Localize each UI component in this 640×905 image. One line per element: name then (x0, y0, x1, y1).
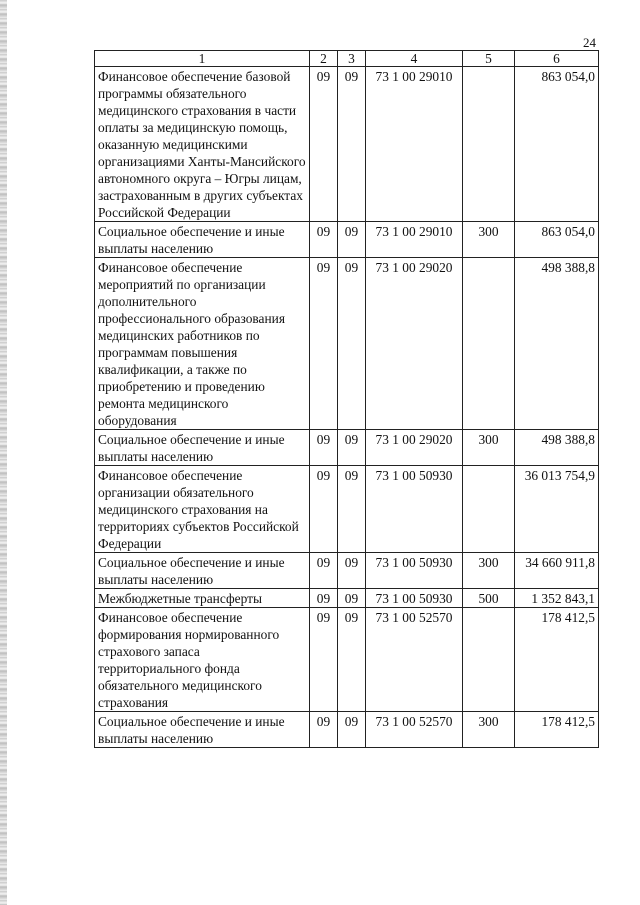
row-code: 73 1 00 50930 (366, 466, 463, 553)
row-type: 300 (463, 222, 515, 258)
row-type (463, 258, 515, 430)
header-cell-2: 2 (310, 51, 338, 67)
row-subsection: 09 (338, 466, 366, 553)
table-row (95, 222, 599, 258)
table-row (95, 258, 599, 430)
row-name: Финансовое обеспечение организации обязательного медицинского страхования на территориях субъектов Российской Федерации (95, 466, 310, 553)
table-row (95, 553, 599, 589)
row-subsection: 09 (338, 712, 366, 748)
row-section: 09 (310, 222, 338, 258)
row-name: Социальное обеспечение и иные выплаты населению (95, 222, 310, 258)
row-sum: 178 412,5 (515, 608, 599, 712)
table-row (95, 466, 599, 553)
row-type: 300 (463, 712, 515, 748)
row-sum: 178 412,5 (515, 712, 599, 748)
row-code: 73 1 00 50930 (366, 553, 463, 589)
header-cell-5: 5 (463, 51, 515, 67)
header-cell-1: 1 (95, 51, 310, 67)
row-subsection: 09 (338, 258, 366, 430)
row-section: 09 (310, 712, 338, 748)
row-code: 73 1 00 52570 (366, 608, 463, 712)
row-type: 300 (463, 430, 515, 466)
row-sum: 498 388,8 (515, 258, 599, 430)
row-type (463, 608, 515, 712)
row-subsection: 09 (338, 67, 366, 222)
row-section: 09 (310, 553, 338, 589)
table-row (95, 712, 599, 748)
row-subsection: 09 (338, 553, 366, 589)
row-sum: 36 013 754,9 (515, 466, 599, 553)
row-type: 500 (463, 589, 515, 608)
row-sum: 498 388,8 (515, 430, 599, 466)
row-sum: 863 054,0 (515, 67, 599, 222)
row-sum: 863 054,0 (515, 222, 599, 258)
row-subsection: 09 (338, 589, 366, 608)
row-subsection: 09 (338, 608, 366, 712)
row-name: Финансовое обеспечение формирования нормированного страхового запаса территориального фонда обязательного медицинского страхования (95, 608, 310, 712)
row-type (463, 466, 515, 553)
table-row (95, 589, 599, 608)
row-code: 73 1 00 29010 (366, 222, 463, 258)
row-section: 09 (310, 466, 338, 553)
row-name: Межбюджетные трансферты (95, 589, 310, 608)
table-row (95, 608, 599, 712)
row-section: 09 (310, 258, 338, 430)
scan-edge (0, 0, 7, 905)
row-type: 300 (463, 553, 515, 589)
row-sum: 1 352 843,1 (515, 589, 599, 608)
row-name: Финансовое обеспечение мероприятий по организации дополнительного профессионального образования медицинских работников по программам повышения квалификации, а также по приобретению и проведению ремонта медицинского оборудования (95, 258, 310, 430)
row-code: 73 1 00 50930 (366, 589, 463, 608)
page-number: 24 (583, 35, 596, 50)
row-type (463, 67, 515, 222)
header-cell-3: 3 (338, 51, 366, 67)
budget-table (94, 50, 599, 748)
row-name: Социальное обеспечение и иные выплаты населению (95, 712, 310, 748)
row-code: 73 1 00 52570 (366, 712, 463, 748)
table-row (95, 67, 599, 222)
table-row (95, 430, 599, 466)
row-section: 09 (310, 67, 338, 222)
row-name: Финансовое обеспечение базовой программы обязательного медицинского страхования в части оплаты за медицинскую помощь, оказанную медицинскими организациями Ханты-Мансийского автономного округа – Югры лицам, застрахованным в других субъектах Российской Федерации (95, 67, 310, 222)
header-row (95, 51, 599, 67)
row-section: 09 (310, 589, 338, 608)
row-name: Социальное обеспечение и иные выплаты населению (95, 430, 310, 466)
row-code: 73 1 00 29020 (366, 430, 463, 466)
row-subsection: 09 (338, 430, 366, 466)
header-cell-4: 4 (366, 51, 463, 67)
row-section: 09 (310, 608, 338, 712)
row-code: 73 1 00 29010 (366, 67, 463, 222)
row-sum: 34 660 911,8 (515, 553, 599, 589)
row-subsection: 09 (338, 222, 366, 258)
row-code: 73 1 00 29020 (366, 258, 463, 430)
row-section: 09 (310, 430, 338, 466)
row-name: Социальное обеспечение и иные выплаты населению (95, 553, 310, 589)
header-cell-6: 6 (515, 51, 599, 67)
